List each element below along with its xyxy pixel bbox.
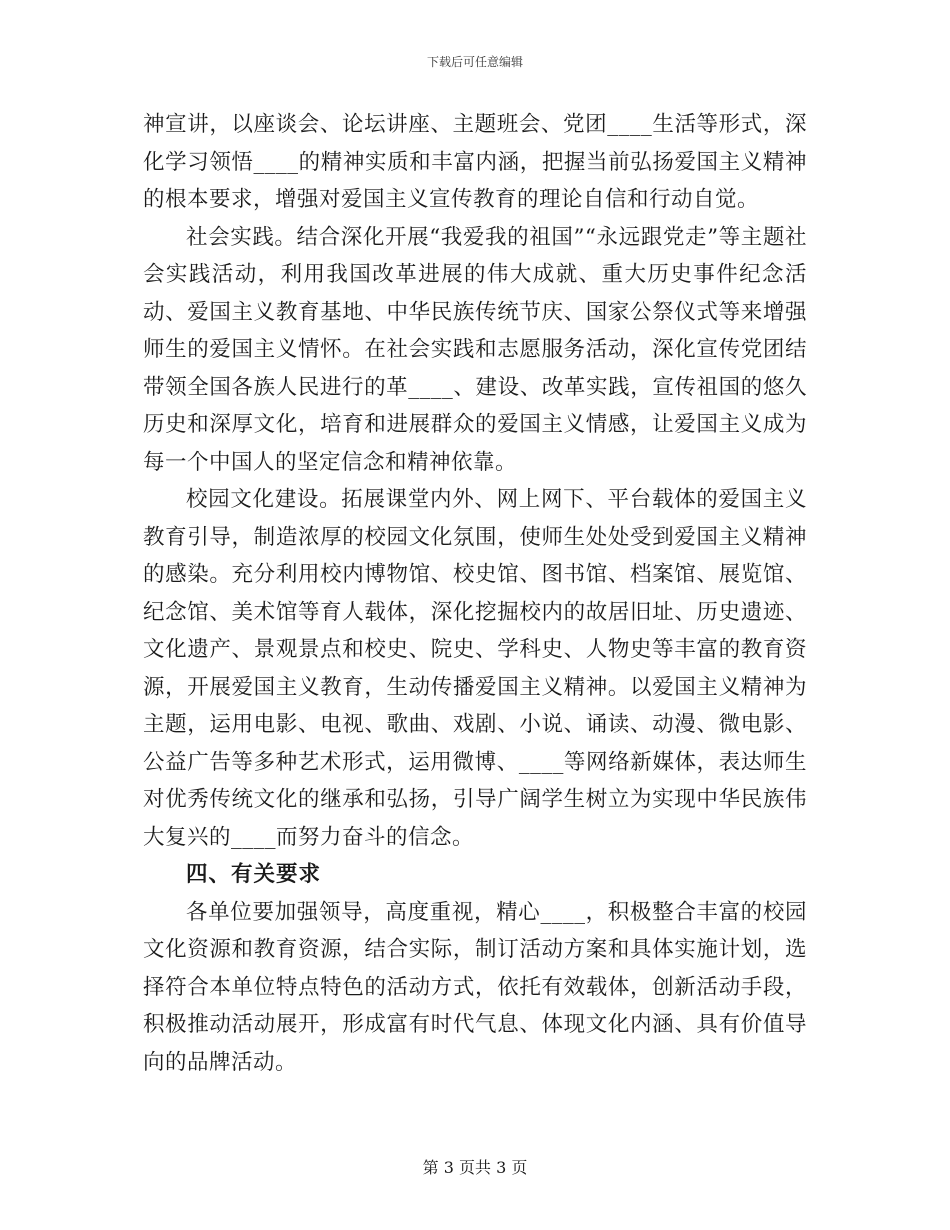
paragraph-social-practice: 社会实践。结合深化开展“我爱我的祖国”“永远跟党走”等主题社会实践活动，利用我国改革进展的伟大成就、重大历史事件纪念活动、爱国主义教育基地、中华民族传统节庆、国家公祭仪式等来增强师生的爱国主义情怀。在社会实践和志愿服务活动，深化宣传党团结带领全国各族人民进行的革____、建设、改革实践，宣传祖国的悠久历史和深厚文化，培育和进展群众的爱国主义情感，让爱国主义成为每一个中国人的坚定信念和精神依靠。: [143, 224, 807, 475]
section-heading-requirements: 四、有关要求: [186, 862, 322, 887]
paragraph-requirements: 各单位要加强领导，高度重视，精心____，积极整合丰富的校园文化资源和教育资源，结合实际，制订活动方案和具体实施计划，选择符合本单位特点特色的活动方式，依托有效载体，创新活动手段，积极推动活动展开，形成富有时代气息、体现文化内涵、具有价值导向的品牌活动。: [143, 899, 807, 1075]
paragraph-continuation: 神宣讲，以座谈会、论坛讲座、主题班会、党团____生活等形式，深化学习领悟____的精神实质和丰富内涵，把握当前弘扬爱国主义精神的根本要求，增强对爱国主义宣传教育的理论自信和行动自觉。: [143, 112, 807, 212]
paragraph-campus-culture: 校园文化建设。拓展课堂内外、网上网下、平台载体的爱国主义教育引导，制造浓厚的校园文化氛围，使师生处处受到爱国主义精神的感染。充分利用校内博物馆、校史馆、图书馆、档案馆、展览馆、纪念馆、美术馆等育人载体，深化挖掘校内的故居旧址、历史遗迹、文化遗产、景观景点和校史、院史、学科史、人物史等丰富的教育资源，开展爱国主义教育，生动传播爱国主义精神。以爱国主义精神为主题，运用电影、电视、歌曲、戏剧、小说、诵读、动漫、微电影、公益广告等多种艺术形式，运用微博、____等网络新媒体，表达师生对优秀传统文化的继承和弘扬，引导广阔学生树立为实现中华民族伟大复兴的____而努力奋斗的信念。: [143, 487, 807, 850]
page-number: 第 3 页共 3 页: [422, 1158, 528, 1177]
document-body: [143, 106, 807, 1081]
page-header: 下载后可任意编辑: [426, 55, 523, 69]
